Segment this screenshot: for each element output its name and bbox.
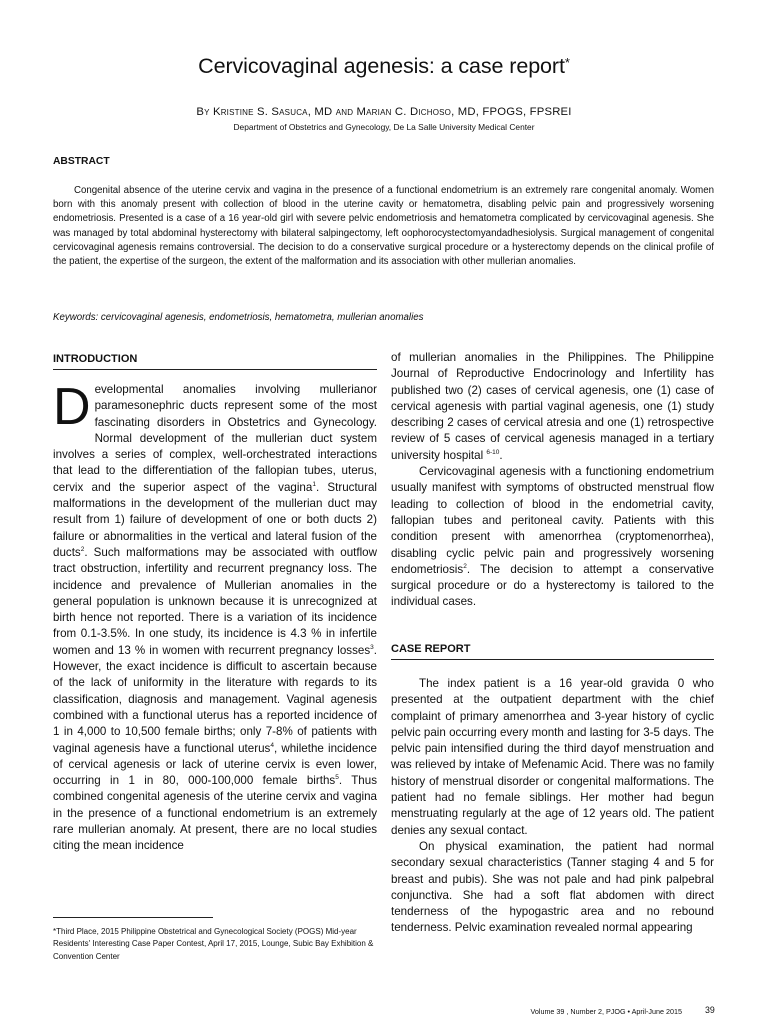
citation-ref: 4 xyxy=(270,741,274,749)
author-byline: By Kristine S. Sasuca, MD and Marian C. Dichoso, MD, FPOGS, FPSREI xyxy=(196,106,572,118)
intro-text-r2: Cervicovaginal agenesis with a functioning endometrium usually manifest with symptoms of obstructed menstrual flow leading to collection of blood in the endometrial cavity, fallopian tubes and peritoneal cavity. Patients with this condition present with amenorrhea (cryptomenorrhea), disabling cyclic pelvic pain and progressively worsening endometriosis xyxy=(391,465,714,576)
intro-text-b: . Structural malformations in the development of the mullerian duct may result from 1) failure of development of one or both ducts 2) failure or abnormalities in the vertical and lateral fusion of the ducts xyxy=(53,480,377,559)
article-title xyxy=(0,54,768,79)
case-paragraph-2: On physical examination, the patient had normal secondary sexual characteristics (Tanner staging 4 and 5 for breast and pubis). She was not pale and had pink palpebral conjunctiva. She had a soft flat abdomen with direct tenderness of the hypogastric area and no rebound tenderness. Pelvic examination revealed normal appearing xyxy=(391,839,714,935)
intro-text-r1: of mullerian anomalies in the Philippines. The Philippine Journal of Reproductive Endocrinology and Infertility has published two (2) cases of cervical agenesis, one (1) case of cervical agenesis with partial vaginal agenesis, one (1) study describing 2 cases of cervical atresia and one (1) retrospective review of 5 cases of cervical agenesis managed in a tertiary university hospital xyxy=(391,351,714,462)
drop-cap: D xyxy=(53,378,91,436)
intro-paragraph-2 xyxy=(391,464,714,611)
abstract-body: Congenital absence of the uterine cervix and vagina in the presence of a functional endometrium is an extremely rare congenital anomaly. Women born with this anomaly present with collection of blood in the uterine cavity or hematometra, disabling pelvic pain and progressively worsening endometriosis. Presented is a case of a 16 year-old girl with severe pelvic endometriosis and hematometra complicated by cervicovaginal agenesis. She was managed by total abdominal hysterectomy with bilateral salpingectomy, left oophorocystectomyandadhesiolysis. Surgical management of congenital cervicovaginal agenesis remains controversial. The decision to do a conservative surgical procedure or a hysterectomy depends on the clinical profile of the patient, the expertise of the surgeon, the extent of the malformation and its association with other mullerian anomalies. xyxy=(53,185,714,268)
footnote-divider xyxy=(53,917,213,918)
citation-ref: 3 xyxy=(370,643,374,651)
abstract-heading: ABSTRACT xyxy=(53,156,110,167)
introduction-column-right xyxy=(391,350,714,611)
citation-ref: 6-10 xyxy=(486,448,500,456)
intro-text-f: . Thus combined congenital agenesis of the uterine cervix and vagina in the presence of a functional endometrium is an extremely rare mullerian anomaly. At present, there are no local studies citing the mean incidence xyxy=(53,774,377,853)
intro-text-a: evelopmental anomalies involving mullerianor paramesonephric ducts represent some of the most fascinating disorders in Obstetrics and Gynecology. Normal development of the mullerian duct system involves a series of complex, well-orchestrated interactions that lead to the differentiation of the fallopian tubes, uterus, cervix and the superior aspect of the vagina xyxy=(53,383,377,494)
journal-citation-footer: Volume 39 , Number 2, PJOG • April-June 2015 xyxy=(530,1007,682,1016)
footnote: *Third Place, 2015 Philippine Obstetrical and Gynecological Society (POGS) Mid-year Residents' Interesting Case Paper Contest, April 17, 2015, Lounge, Subic Bay Exhibition & Convention Center xyxy=(53,927,374,961)
citation-ref: 2 xyxy=(463,562,467,570)
introduction-heading: INTRODUCTION xyxy=(53,353,377,370)
title-text: Cervicovaginal agenesis: a case report xyxy=(198,54,565,78)
case-report-heading: CASE REPORT xyxy=(391,643,714,660)
citation-ref: 1 xyxy=(312,480,316,488)
page-number: 39 xyxy=(705,1005,715,1015)
intro-text-d: . However, the exact incidence is difficult to ascertain because of the lack of uniformity in the literature with regards to its classification, diagnosis and management. Vaginal agenesis combined with a functional uterus has a reported incidence of 1 in 4,000 to 10,500 female births; only 7-8% of patients with vaginal agenesis have a functional uterus xyxy=(53,643,377,755)
intro-text-e: , whilethe incidence of cervical agenesis or lack of uterine cervix is even lower, occurring in 1 in 80, 000-100,000 female births xyxy=(53,741,377,788)
title-footnote-mark: * xyxy=(564,55,570,70)
keywords: Keywords: cervicovaginal agenesis, endometriosis, hematometra, mullerian anomalies xyxy=(53,312,424,323)
intro-text-r1-end: . xyxy=(499,448,503,462)
case-paragraph-1: The index patient is a 16 year-old gravida 0 who presented at the outpatient department with the chief complaint of primary amenorrhea and 3-year history of cyclic pelvic pain occurring every month and lasting for 3-5 days. The pelvic pain intensified during the third dayof menstruation and was relieved by intake of Mefenamic Acid. There was no family history of menstrual disorder or congenital malformations. The patient had no female siblings. Her mother had begun menstruating regularly at the age of 12 years old. The patient denies any sexual contact. xyxy=(391,677,714,837)
introduction-column-left xyxy=(53,378,377,855)
intro-paragraph-continued xyxy=(391,350,714,464)
intro-text-r2-b: . The decision to attempt a conservative surgical procedure or do a hysterectomy is tailored to the individual cases. xyxy=(391,562,714,609)
case-report-body xyxy=(391,676,714,937)
intro-paragraph-1 xyxy=(53,378,377,855)
citation-ref: 2 xyxy=(80,545,85,553)
citation-ref: 5 xyxy=(335,774,339,782)
intro-text-c: . Such malformations may be associated with outflow tract obstruction, infertility and recurrent pregnancy loss. The incidence and prevalence of Mullerian anomalies in the general population is unknown because it is unrecognized at birth hence not reported. There is a variation of its incidence from 0.1-3.5%. In one study, its incidence is 4.3 % in infertile women and 13 % in women with recurrent pregnancy losses xyxy=(53,545,377,657)
author-affiliation: Department of Obstetrics and Gynecology, De La Salle University Medical Center xyxy=(233,122,535,132)
